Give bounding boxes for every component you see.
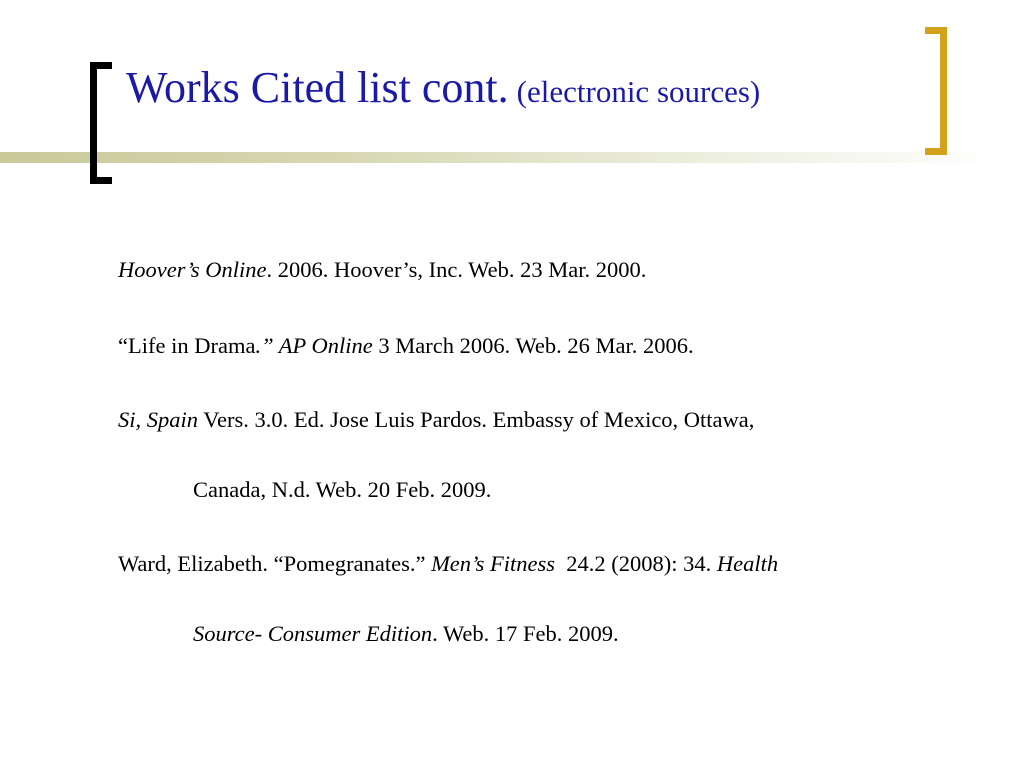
citation-segment: 3 March 2006. Web. 26 Mar. 2006. [372, 333, 694, 358]
citation-segment: Hoover’s Online [118, 257, 267, 282]
citation-segment: Health [716, 551, 779, 576]
title-underline-rule [0, 152, 1000, 163]
citation-continuation-line [118, 472, 968, 508]
citation-segment: . 2006. Hoover’s, Inc. Web. 23 Mar. 2000. [266, 257, 647, 282]
slide-title [126, 63, 761, 112]
citation-segment: .” AP Online [255, 333, 373, 358]
citation-line [118, 407, 754, 432]
citation-entry [118, 328, 968, 364]
citation-segment: Vers. 3.0. Ed. Jose Luis Pardos. Embassy of Mexico, Ottawa, [198, 407, 755, 432]
citation-entry [118, 546, 968, 652]
citation-segment: “Life in Drama [118, 333, 256, 358]
citation-line [118, 551, 778, 576]
citation-segment: Si, Spain [118, 407, 199, 432]
citation-segment: Canada, N.d. Web. 20 Feb. 2009. [193, 477, 492, 502]
citation-line [118, 333, 694, 358]
citation-entry [118, 402, 968, 508]
title-subtitle: (electronic sources) [516, 74, 761, 109]
citation-segment: Men’s Fitness [431, 551, 556, 576]
works-cited-list [118, 252, 968, 652]
citation-segment: . Web. 17 Feb. 2009. [432, 621, 619, 646]
citation-line [118, 257, 646, 282]
citation-continuation-line [118, 616, 968, 652]
citation-segment: 24.2 (2008): 34. [555, 551, 717, 576]
right-bracket-decoration [925, 27, 947, 155]
citation-segment: Source- Consumer Edition [193, 621, 433, 646]
citation-entry [118, 252, 968, 288]
citation-segment: Ward, Elizabeth. “Pomegranates.” [118, 551, 432, 576]
left-bracket-decoration [90, 62, 112, 184]
title-main: Works Cited list cont. [126, 63, 509, 112]
